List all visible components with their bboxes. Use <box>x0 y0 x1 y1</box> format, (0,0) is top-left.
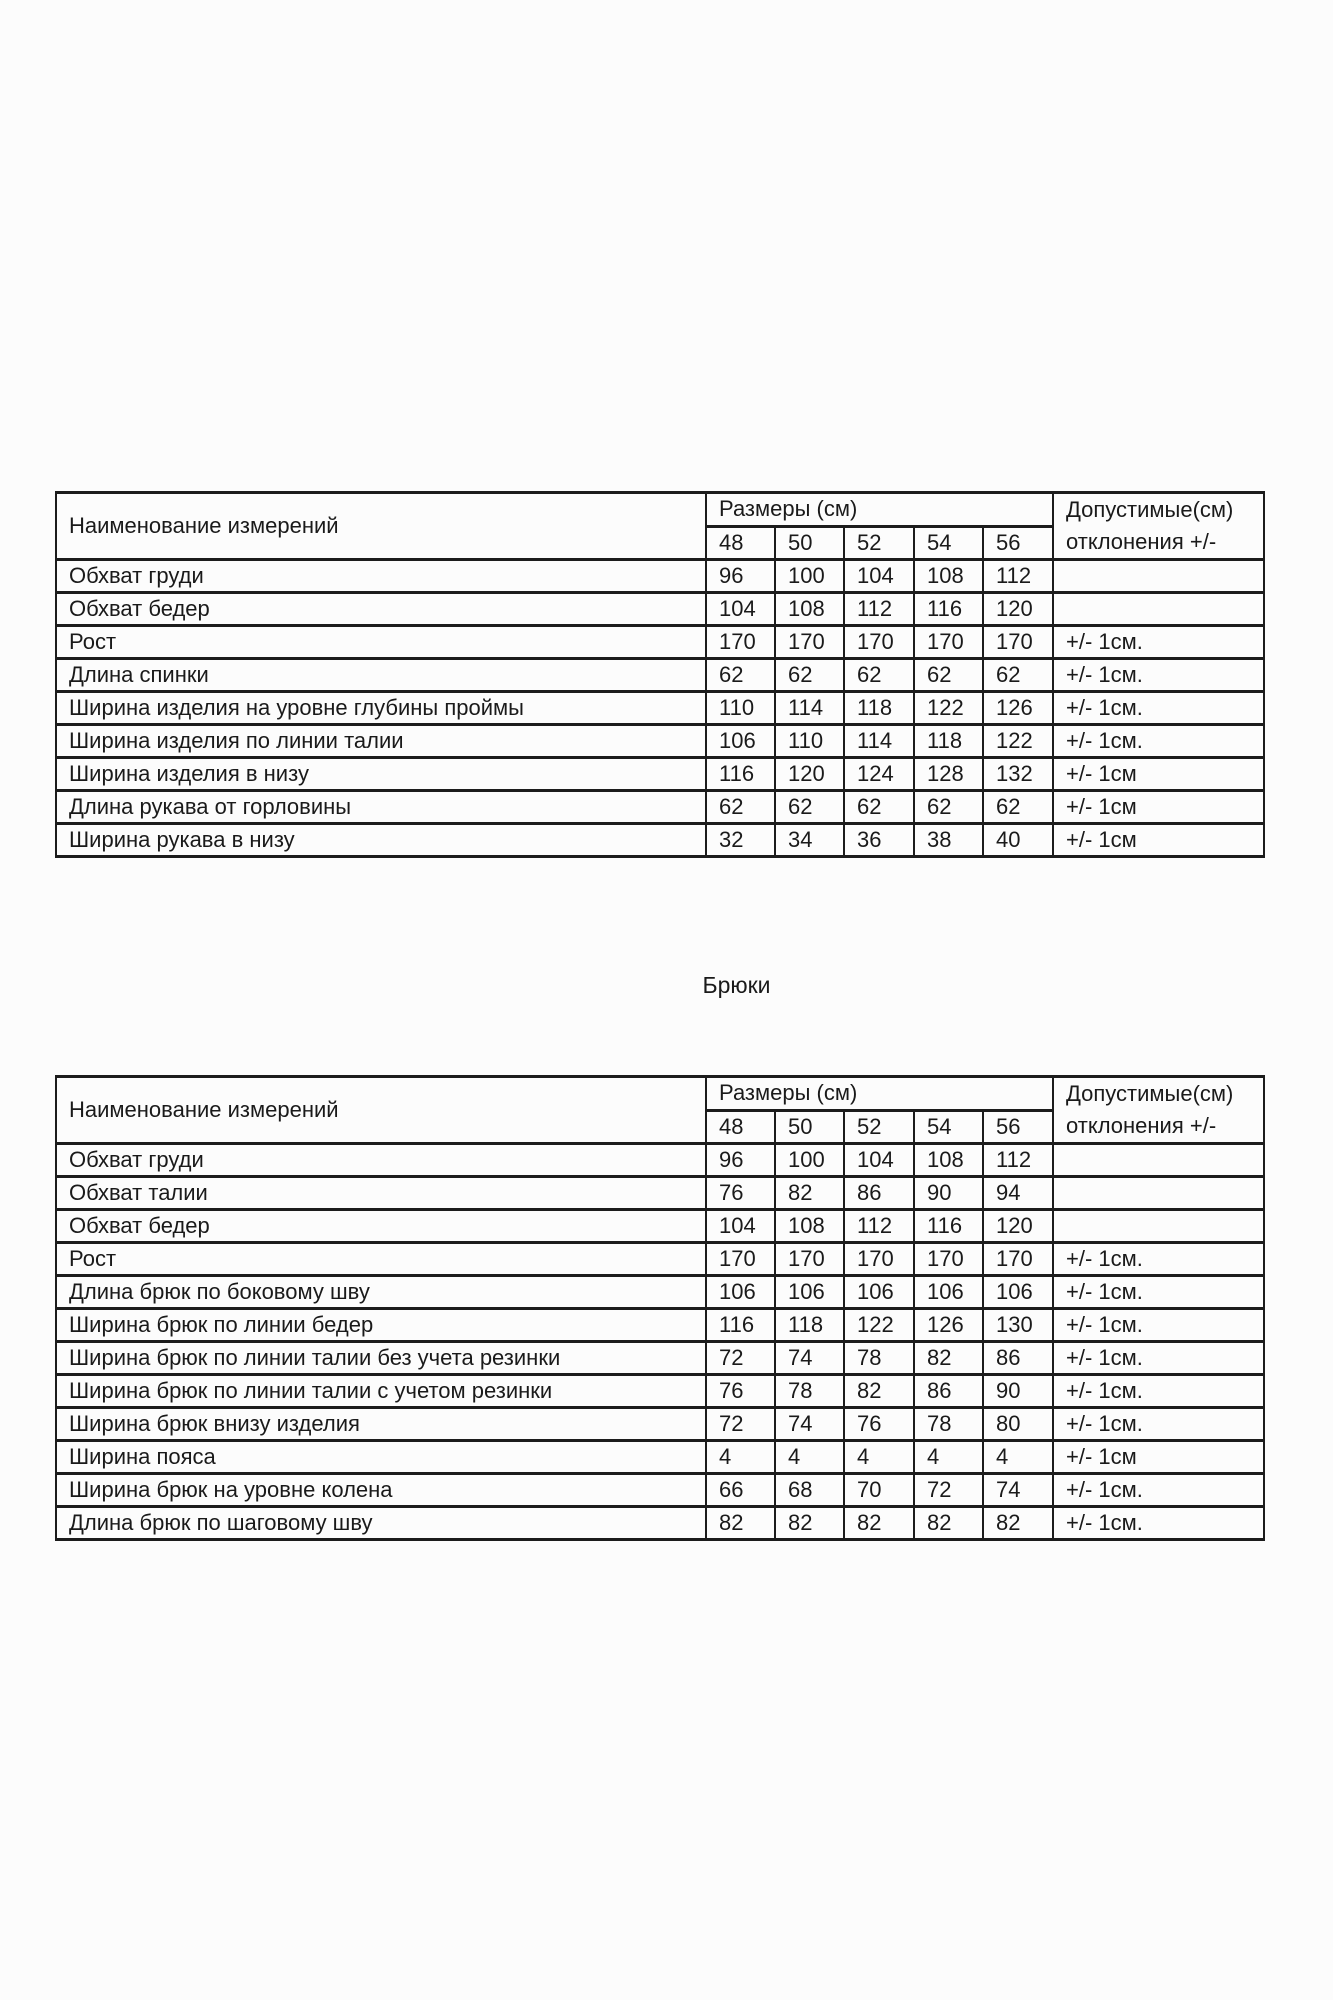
size-column-header: 50 <box>775 526 844 560</box>
tolerance-value: +/- 1см. <box>1053 626 1264 659</box>
table-row <box>56 1177 1264 1210</box>
measurement-name-header: Наименование измерений <box>56 1077 706 1144</box>
size-value: 170 <box>844 1243 914 1276</box>
size-value: 108 <box>775 1210 844 1243</box>
size-value: 62 <box>844 659 914 692</box>
measurement-label: Ширина брюк на уровне колена <box>56 1474 706 1507</box>
measurement-label: Ширина изделия в низу <box>56 758 706 791</box>
size-value: 62 <box>983 659 1053 692</box>
size-value: 118 <box>844 692 914 725</box>
tolerance-value: +/- 1см. <box>1053 1342 1264 1375</box>
size-value: 76 <box>706 1177 775 1210</box>
size-value: 4 <box>706 1441 775 1474</box>
size-value: 62 <box>983 791 1053 824</box>
table-row <box>56 758 1264 791</box>
size-value: 86 <box>983 1342 1053 1375</box>
size-value: 90 <box>914 1177 983 1210</box>
size-value: 100 <box>775 560 844 593</box>
size-value: 90 <box>983 1375 1053 1408</box>
sizes-header: Размеры (см) <box>706 1077 1053 1111</box>
size-column-header: 52 <box>844 1110 914 1144</box>
tolerance-value <box>1053 560 1264 593</box>
size-value: 170 <box>706 1243 775 1276</box>
size-value: 108 <box>775 593 844 626</box>
size-value: 116 <box>706 1309 775 1342</box>
size-value: 170 <box>706 626 775 659</box>
size-value: 72 <box>706 1342 775 1375</box>
size-value: 4 <box>914 1441 983 1474</box>
size-value: 116 <box>914 593 983 626</box>
size-value: 62 <box>914 791 983 824</box>
size-value: 112 <box>983 1144 1053 1177</box>
tolerance-value: +/- 1см. <box>1053 1474 1264 1507</box>
measurement-label: Длина спинки <box>56 659 706 692</box>
size-value: 120 <box>983 593 1053 626</box>
size-value: 62 <box>706 791 775 824</box>
size-value: 112 <box>983 560 1053 593</box>
table-row <box>56 1210 1264 1243</box>
measurement-label: Ширина брюк по линии талии с учетом резинки <box>56 1375 706 1408</box>
size-value: 62 <box>775 659 844 692</box>
table-row <box>56 791 1264 824</box>
tolerance-value: +/- 1см. <box>1053 1309 1264 1342</box>
size-value: 106 <box>983 1276 1053 1309</box>
size-value: 126 <box>983 692 1053 725</box>
size-value: 114 <box>775 692 844 725</box>
size-value: 82 <box>706 1507 775 1540</box>
table-row <box>56 1375 1264 1408</box>
table-row <box>56 1144 1264 1177</box>
size-value: 68 <box>775 1474 844 1507</box>
size-value: 120 <box>775 758 844 791</box>
size-value: 128 <box>914 758 983 791</box>
size-value: 32 <box>706 824 775 857</box>
tolerance-header-line2: отклонения +/- <box>1066 529 1217 554</box>
size-value: 4 <box>775 1441 844 1474</box>
size-value: 78 <box>775 1375 844 1408</box>
size-column-header: 56 <box>983 1110 1053 1144</box>
size-value: 114 <box>844 725 914 758</box>
size-column-header: 52 <box>844 526 914 560</box>
size-value: 120 <box>983 1210 1053 1243</box>
tolerance-header-line1: Допустимые(см) <box>1066 497 1234 522</box>
size-value: 62 <box>914 659 983 692</box>
tolerance-value: +/- 1см. <box>1053 692 1264 725</box>
size-value: 112 <box>844 593 914 626</box>
size-value: 70 <box>844 1474 914 1507</box>
size-value: 110 <box>775 725 844 758</box>
size-value: 80 <box>983 1408 1053 1441</box>
measurement-label: Ширина брюк по линии талии без учета резинки <box>56 1342 706 1375</box>
size-value: 82 <box>983 1507 1053 1540</box>
size-column-header: 48 <box>706 526 775 560</box>
measurement-label: Рост <box>56 626 706 659</box>
tolerance-value: +/- 1см. <box>1053 1408 1264 1441</box>
size-value: 104 <box>844 1144 914 1177</box>
table-row <box>56 1408 1264 1441</box>
size-value: 124 <box>844 758 914 791</box>
size-column-header: 54 <box>914 1110 983 1144</box>
size-value: 104 <box>706 593 775 626</box>
measurement-label: Ширина брюк по линии бедер <box>56 1309 706 1342</box>
size-column-header: 50 <box>775 1110 844 1144</box>
size-value: 118 <box>914 725 983 758</box>
size-value: 82 <box>914 1507 983 1540</box>
measurement-label: Обхват бедер <box>56 1210 706 1243</box>
tolerance-header <box>1053 493 1264 560</box>
size-value: 82 <box>775 1507 844 1540</box>
size-value: 86 <box>844 1177 914 1210</box>
tolerance-value <box>1053 1144 1264 1177</box>
size-value: 106 <box>914 1276 983 1309</box>
size-value: 4 <box>983 1441 1053 1474</box>
measurement-name-header: Наименование измерений <box>56 493 706 560</box>
measurement-label: Ширина брюк внизу изделия <box>56 1408 706 1441</box>
table-row <box>56 692 1264 725</box>
size-value: 116 <box>914 1210 983 1243</box>
size-value: 130 <box>983 1309 1053 1342</box>
tolerance-value <box>1053 1177 1264 1210</box>
tolerance-value <box>1053 1210 1264 1243</box>
table-row <box>56 1243 1264 1276</box>
size-value: 170 <box>983 1243 1053 1276</box>
measurement-label: Ширина рукава в низу <box>56 824 706 857</box>
measurement-label: Рост <box>56 1243 706 1276</box>
measurement-label: Длина брюк по боковому шву <box>56 1276 706 1309</box>
size-value: 106 <box>706 725 775 758</box>
size-value: 86 <box>914 1375 983 1408</box>
table-row <box>56 1441 1264 1474</box>
size-value: 40 <box>983 824 1053 857</box>
size-value: 34 <box>775 824 844 857</box>
measurement-label: Обхват талии <box>56 1177 706 1210</box>
size-value: 106 <box>706 1276 775 1309</box>
size-value: 100 <box>775 1144 844 1177</box>
size-value: 72 <box>706 1408 775 1441</box>
size-value: 116 <box>706 758 775 791</box>
size-value: 122 <box>983 725 1053 758</box>
tolerance-value: +/- 1см. <box>1053 659 1264 692</box>
measurement-label: Ширина пояса <box>56 1441 706 1474</box>
size-table-bottom <box>55 1075 1265 1541</box>
size-value: 94 <box>983 1177 1053 1210</box>
measurement-label: Длина брюк по шаговому шву <box>56 1507 706 1540</box>
size-column-header: 48 <box>706 1110 775 1144</box>
size-column-header: 56 <box>983 526 1053 560</box>
size-column-header: 54 <box>914 526 983 560</box>
size-value: 76 <box>844 1408 914 1441</box>
size-value: 122 <box>914 692 983 725</box>
size-value: 106 <box>775 1276 844 1309</box>
tolerance-value: +/- 1см. <box>1053 725 1264 758</box>
table-row <box>56 824 1264 857</box>
table-row <box>56 1276 1264 1309</box>
table-row <box>56 560 1264 593</box>
size-value: 104 <box>706 1210 775 1243</box>
size-value: 170 <box>914 1243 983 1276</box>
tolerance-value: +/- 1см <box>1053 758 1264 791</box>
size-value: 96 <box>706 560 775 593</box>
size-value: 82 <box>775 1177 844 1210</box>
size-value: 62 <box>844 791 914 824</box>
tolerance-value: +/- 1см <box>1053 1441 1264 1474</box>
size-value: 36 <box>844 824 914 857</box>
size-value: 74 <box>983 1474 1053 1507</box>
section-title-trousers: Брюки <box>702 972 771 998</box>
size-value: 82 <box>914 1342 983 1375</box>
size-value: 110 <box>706 692 775 725</box>
size-value: 82 <box>844 1375 914 1408</box>
size-table-top <box>55 491 1265 858</box>
size-value: 96 <box>706 1144 775 1177</box>
measurement-label: Обхват груди <box>56 1144 706 1177</box>
tolerance-value <box>1053 593 1264 626</box>
table-row <box>56 1474 1264 1507</box>
sizes-header: Размеры (см) <box>706 493 1053 527</box>
size-value: 72 <box>914 1474 983 1507</box>
size-value: 74 <box>775 1408 844 1441</box>
size-value: 4 <box>844 1441 914 1474</box>
size-value: 104 <box>844 560 914 593</box>
size-value: 62 <box>775 791 844 824</box>
size-value: 112 <box>844 1210 914 1243</box>
size-value: 76 <box>706 1375 775 1408</box>
size-value: 82 <box>844 1507 914 1540</box>
measurement-label: Обхват бедер <box>56 593 706 626</box>
size-value: 170 <box>844 626 914 659</box>
size-value: 108 <box>914 560 983 593</box>
measurement-label: Обхват груди <box>56 560 706 593</box>
size-value: 38 <box>914 824 983 857</box>
size-value: 108 <box>914 1144 983 1177</box>
size-value: 78 <box>914 1408 983 1441</box>
size-value: 170 <box>775 1243 844 1276</box>
table-row <box>56 1309 1264 1342</box>
table-row <box>56 626 1264 659</box>
size-value: 170 <box>775 626 844 659</box>
tolerance-value: +/- 1см <box>1053 791 1264 824</box>
table-row <box>56 593 1264 626</box>
trousers-size-table <box>55 1075 1263 1541</box>
tolerance-value: +/- 1см <box>1053 824 1264 857</box>
size-value: 118 <box>775 1309 844 1342</box>
garment-size-table <box>55 491 1263 858</box>
tolerance-value: +/- 1см. <box>1053 1243 1264 1276</box>
size-value: 106 <box>844 1276 914 1309</box>
size-value: 62 <box>706 659 775 692</box>
tolerance-header-line1: Допустимые(см) <box>1066 1081 1234 1106</box>
size-value: 132 <box>983 758 1053 791</box>
tolerance-value: +/- 1см. <box>1053 1507 1264 1540</box>
tolerance-value: +/- 1см. <box>1053 1375 1264 1408</box>
size-value: 66 <box>706 1474 775 1507</box>
size-value: 170 <box>983 626 1053 659</box>
measurement-label: Ширина изделия на уровне глубины проймы <box>56 692 706 725</box>
size-value: 126 <box>914 1309 983 1342</box>
table-row <box>56 659 1264 692</box>
tolerance-header <box>1053 1077 1264 1144</box>
table-row <box>56 1507 1264 1540</box>
size-value: 122 <box>844 1309 914 1342</box>
tolerance-value: +/- 1см. <box>1053 1276 1264 1309</box>
measurement-label: Длина рукава от горловины <box>56 791 706 824</box>
size-value: 170 <box>914 626 983 659</box>
table-row <box>56 1342 1264 1375</box>
size-value: 74 <box>775 1342 844 1375</box>
size-value: 78 <box>844 1342 914 1375</box>
table-row <box>56 725 1264 758</box>
measurement-label: Ширина изделия по линии талии <box>56 725 706 758</box>
tolerance-header-line2: отклонения +/- <box>1066 1113 1217 1138</box>
